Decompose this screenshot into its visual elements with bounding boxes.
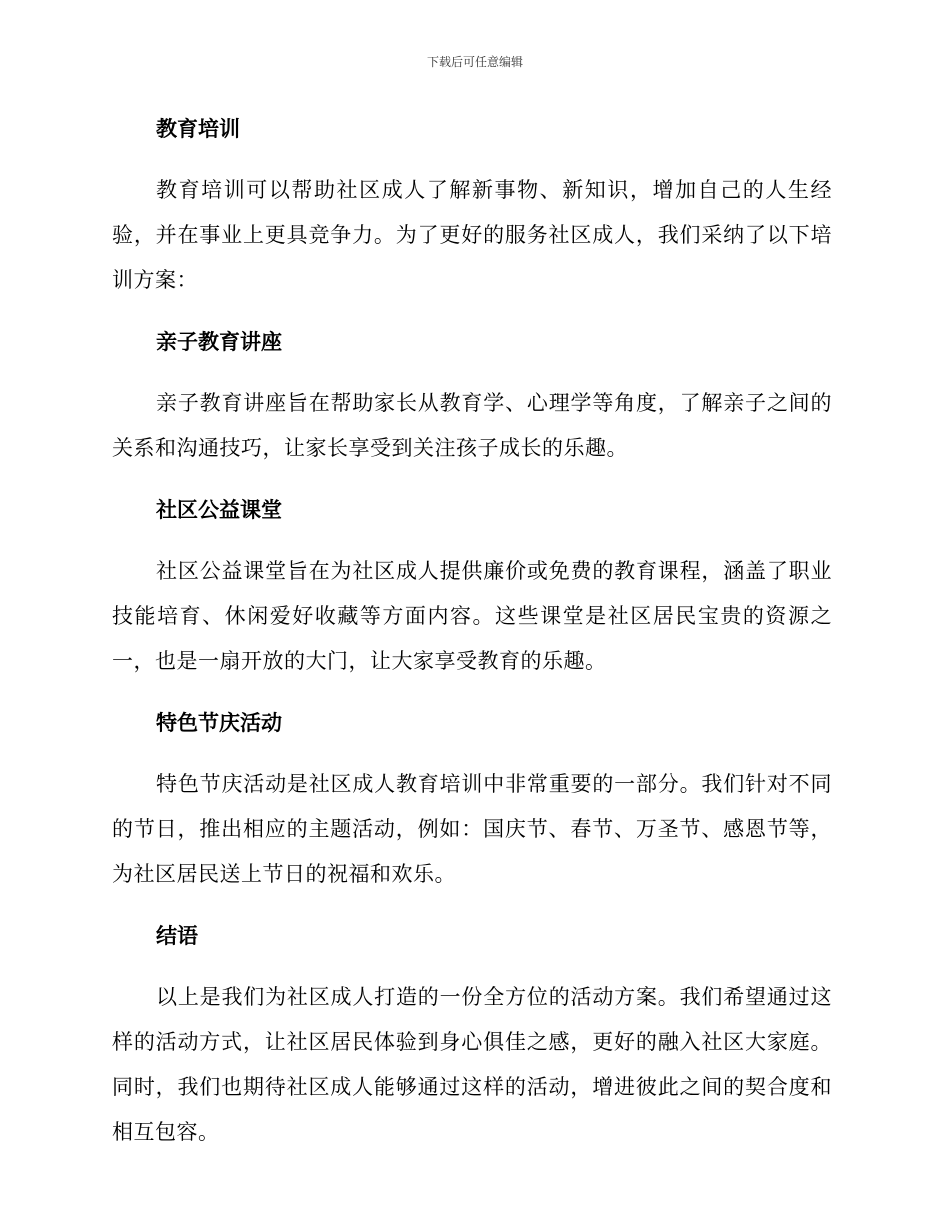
section-festival-activities: [112, 704, 832, 917]
section-community-public-class: [112, 491, 832, 704]
section-paragraph: 社区公益课堂旨在为社区成人提供廉价或免费的教育课程，涵盖了职业技能培育、休闲爱好收藏等方面内容。这些课堂是社区居民宝贵的资源之一，也是一扇开放的大门，让大家享受教育的乐趣。: [112, 559, 832, 673]
section-title: 结语: [156, 924, 198, 948]
section-paragraph: 亲子教育讲座旨在帮助家长从教育学、心理学等角度，了解亲子之间的关系和沟通技巧，让家长享受到关注孩子成长的乐趣。: [112, 391, 832, 460]
section-title: 教育培训: [156, 117, 240, 141]
section-title: 亲子教育讲座: [156, 330, 282, 354]
section-education-training: [112, 110, 832, 323]
section-title: 特色节庆活动: [156, 711, 282, 735]
section-title: 社区公益课堂: [156, 498, 282, 522]
section-paragraph: 以上是我们为社区成人打造的一份全方位的活动方案。我们希望通过这样的活动方式，让社区居民体验到身心俱佳之感，更好的融入社区大家庭。同时，我们也期待社区成人能够通过这样的活动，增进彼此之间的契合度和相互包容。: [112, 985, 832, 1144]
section-paragraph: 教育培训可以帮助社区成人了解新事物、新知识，增加自己的人生经验，并在事业上更具竞争力。为了更好的服务社区成人，我们采纳了以下培训方案：: [112, 178, 832, 292]
section-conclusion: [112, 917, 832, 1155]
page-header-note: 下载后可任意编辑: [426, 55, 523, 69]
document-body: [112, 110, 832, 1155]
section-paragraph: 特色节庆活动是社区成人教育培训中非常重要的一部分。我们针对不同的节日，推出相应的主题活动，例如：国庆节、春节、万圣节、感恩节等，为社区居民送上节日的祝福和欢乐。: [112, 772, 832, 886]
section-parent-child-lecture: [112, 323, 832, 491]
